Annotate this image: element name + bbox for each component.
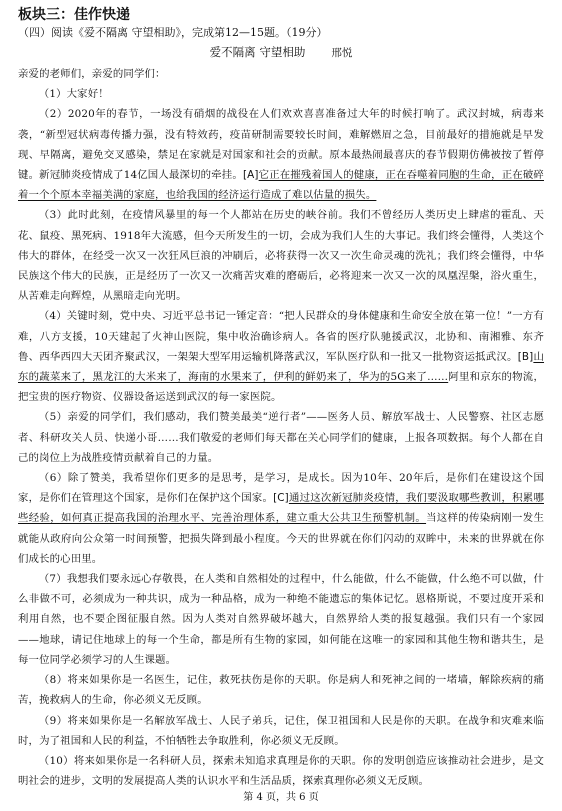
paragraph-4-text-end: 阿里和京东的物流，把宝贵的医疗物资、仪器设备运送到武汉的每一家医院。 <box>18 371 544 404</box>
paragraph-2 <box>18 104 544 205</box>
underlined-sentence-b: 山东的蔬菜来了，黑龙江的大米来了，海南的水果来了，伊利的鲜奶来了，华为的5G来了…… <box>18 350 545 384</box>
article-author: 邢悦 <box>331 47 353 59</box>
page-footer: 第 4 页，共 6 页 <box>243 792 319 803</box>
paragraph-7: （7）我想我们要永远心存敬畏，在人类和自然相处的过程中，什么能做，什么不能做，什么绝不可以做，什么非做不可，必须成为一种共识，成为一种品格，成为一种绝不能遗忘的集体记忆。恩格斯说，不要过度开采和利用自然，也不要企图征服自然。因为人类对自然界破坏越大，自然界给人类的报复越强。我们只有一个家园——地球，请记住地球上的每一个生命，都是所有生物的家园，如何能在这唯一的家园和其他生物和谐共生，是每一位同学必须学习的人生课题。 <box>18 573 544 666</box>
article-title: 爱不隔离 守望相助 <box>209 45 306 59</box>
marker-a: [A] <box>242 169 259 182</box>
paragraph-4-text: （4）关键时刻，党中央、习近平总书记一锤定音：“把人民群众的身体健康和生命安全放在第一位！”一方有难，八方支援，10天建起了火神山医院，集中收治确诊病人。各省的医疗队驰援武汉，北协和、南湘雅、东齐鲁、西华西四大天团齐聚武汉，一架架大型军用运输机降落武汉，军队医疗队和一批又一批物资运抵武汉。 <box>18 310 544 363</box>
paragraph-8: （8）将来如果你是一名医生，记住，救死扶伤是你的天职。你是病人和死神之间的一堵墙，解除疾病的痛苦，挽救病人的生命，你必须义无反顾。 <box>18 674 544 707</box>
section-heading: 板块三：佳作快递 <box>18 7 130 23</box>
article-title-line <box>18 43 544 62</box>
marker-b: [B] <box>517 350 534 363</box>
marker-c: [C] <box>273 492 289 505</box>
paragraph-3: （3）此时此刻，在疫情风暴里的每一个人都站在历史的峡谷前。我们不曾经历人类历史上肆虐的霍乱、天花、鼠疫、黑死病、1918年大流感，但今天所发生的一切，会成为我们人生的大事记。我们终会懂得，人类这个伟大的群体，在经受一次又一次狂风巨浪的冲刷后，必将获得一次又一次生命灵魂的洗礼；我们终会懂得，中华民族这个伟大的民族，正是经历了一次又一次痛苦灾难的磨砺后，必将迎来一次又一次的凤凰涅槃，浴火重生，从苦难走向辉煌，从黑暗走向光明。 <box>18 209 544 303</box>
paragraph-6-text-end: 当这样的传染病刚一发生就能从政府向公众第一时间预警，把损失降到最小程度。今天的世界就在你们闪动的双眸中，未来的世界就在你们成长的心田里。 <box>18 512 544 565</box>
question-intro: （四）阅读《爱不隔离 守望相助》，完成第12—15题。（19分） <box>18 26 328 39</box>
paragraph-5: （5）亲爱的同学们，我们感动，我们赞美最美“逆行者”——医务人员、解放军战士、人民警察、社区志愿者、科研攻关人员、快递小哥……我们敬爱的老师们每天都在关心同学们的健康，上报各项数据。每个人都在自己的岗位上为战胜疫情贡献着自己的力量。 <box>18 411 544 464</box>
paragraph-6 <box>18 468 544 569</box>
paragraph-1: （1）大家好！ <box>38 88 109 101</box>
paragraph-6-text: （6）除了赞美，我希望你们更多的是思考，是学习，是成长。因为10年、20年后，是你们在建设这个国家，是你们在管理这个国家，是你们在保护这个国家。 <box>18 472 544 505</box>
paragraph-9: （9）将来如果你是一名解放军战士、人民子弟兵，记住，保卫祖国和人民是你的天职。在战争和灾难来临时，为了祖国和人民的利益，不怕牺牲去争取胜利，你必须义无反顾。 <box>18 714 544 747</box>
paragraph-2-text: （2）2020年的春节，一场没有硝烟的战役在人们欢欢喜喜准备过大年的时候打响了。武汉封城，病毒来袭，“新型冠状病毒传播力强，没有特效药，疫苗研制需要较长时间，难解燃眉之急，目前最好的措施就是早发现、早隔离，避免交叉感染，禁足在家就是对国家和社会的贡献。原本最热闹最喜庆的春节假期仿佛被按了暂停键。新冠肺炎疫情成了14亿国人最深切的牵挂。 <box>18 108 544 182</box>
paragraph-10: （10）将来如果你是一名科研人员，探索未知追求真理是你的天职。你的发明创造应该推动社会进步，是文明社会的进步，文明的发展提高人类的认识水平和生活品质，探索真理你必须义无反顾。 <box>18 754 544 788</box>
paragraph-4 <box>18 306 544 407</box>
underlined-sentence-c: 通过这次新冠肺炎疫情，我们要汲取哪些教训，积累哪些经验，如何真正提高我国的治理水平、完善治理体系，建立重大公共卫生预警机制。 <box>18 492 544 525</box>
underlined-sentence-a: 它正在摧残着国人的健康，正在吞噬着同胞的生命，正在破碎着一个个原本幸福美满的家庭，也给我国的经济运行造成了难以估量的损失。 <box>18 169 544 202</box>
salutation: 亲爱的老师们，亲爱的同学们： <box>18 68 166 80</box>
